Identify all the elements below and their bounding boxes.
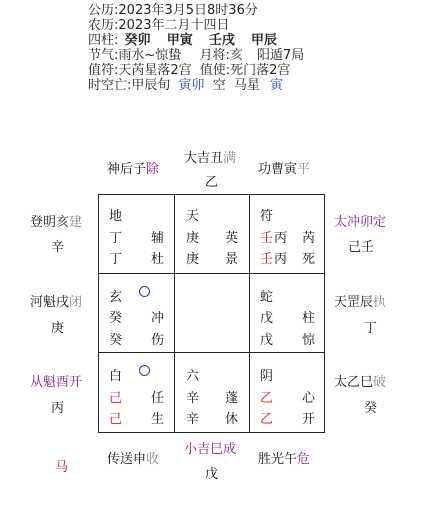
palace-top-left[interactable] (99, 195, 174, 273)
top-left-text: 神后子 (107, 162, 147, 177)
zhifu-line (88, 63, 290, 78)
palace-door: 开 (302, 412, 316, 427)
gongli-value: :2023年3月5日8时36分 (114, 3, 258, 18)
palace-star: 蓬 (225, 391, 239, 406)
left-bot-sub: 丙 (51, 401, 65, 416)
jieqi-value: 雨水~惊蛰 (118, 48, 182, 63)
palace-stem: 戊 (260, 311, 274, 326)
left-top-tag: 建 (69, 215, 83, 230)
palace-top-mid[interactable] (175, 195, 249, 273)
palace-stem: 戊 (260, 333, 274, 348)
bot-right-text: 胜光午 (258, 452, 298, 467)
palace-god: 蛇 (260, 290, 274, 305)
bot-left-label (107, 452, 159, 468)
right-mid-text: 天罡辰 (334, 295, 374, 310)
palace-stem: 庚 (186, 252, 200, 267)
top-left-tag: 除 (146, 162, 160, 177)
palace-stem-red: 壬 (260, 231, 274, 246)
right-mid-sub: 丁 (364, 321, 378, 336)
shikong-kong: 寅卯 (178, 78, 205, 93)
palace-door: 休 (225, 412, 239, 427)
palace-stem-red: 壬 (260, 252, 274, 267)
top-right-text: 功曹寅 (258, 162, 298, 177)
left-top-label (30, 215, 82, 231)
palace-stem-red: 己 (109, 391, 123, 406)
palace-door: 伤 (151, 333, 165, 348)
palace-god: 符 (260, 209, 274, 224)
palace-god: 地 (109, 209, 123, 224)
top-right-label (258, 162, 310, 178)
shikong-kong-label: 空 (212, 78, 226, 93)
yuejiang-label: 月将: (199, 48, 230, 63)
palace-stem: 丙 (274, 252, 288, 267)
gongli-line (88, 3, 258, 18)
palace-stem: 癸 (109, 333, 123, 348)
nongli-value: :2023年二月十四日 (114, 18, 230, 33)
palace-stem: 庚 (186, 231, 200, 246)
palace-center[interactable] (175, 274, 249, 352)
sizhu-label: 四柱: (88, 33, 119, 48)
palace-door: 生 (151, 412, 165, 427)
palace-mid-right[interactable] (250, 274, 324, 352)
palace-stem-red: 己 (109, 412, 123, 427)
palace-door: 惊 (302, 333, 316, 348)
palace-god: 白 (109, 369, 123, 384)
ma-label: 马 (55, 460, 69, 475)
palace-stem: 癸 (109, 311, 123, 326)
palace-stem: 丙 (274, 231, 288, 246)
shikong-ma-label: 马星 (233, 78, 260, 93)
shikong-xun: 甲辰旬 (131, 78, 171, 93)
right-bot-sub: 癸 (364, 401, 378, 416)
right-top-label: 太冲卯定 (334, 215, 387, 230)
palace-door: 死 (302, 252, 316, 267)
grid-line-right (324, 194, 325, 433)
palace-stem: 丁 (109, 231, 123, 246)
nongli-label: 农历 (88, 18, 115, 33)
palace-god: 天 (186, 209, 200, 224)
nongli-line (88, 18, 229, 33)
right-top-sub: 己壬 (348, 240, 375, 255)
dun-value: 阳遁7局 (256, 48, 305, 63)
palace-stem: 辛 (186, 412, 200, 427)
palace-god: 阴 (260, 369, 274, 384)
top-mid-sub: 乙 (205, 175, 219, 190)
hour-pillar: 甲辰 (251, 33, 278, 48)
bot-mid-label: 小吉巳成 (184, 442, 237, 457)
palace-stem-red: 乙 (260, 412, 274, 427)
top-mid-text: 大吉丑 (184, 151, 224, 166)
zhishi-value: 值使:死门落2宫 (199, 63, 291, 78)
bot-left-tag: 收 (146, 452, 160, 467)
palace-door: 杜 (151, 252, 165, 267)
year-pillar: 癸卯 (124, 33, 151, 48)
palace-bot-right[interactable] (250, 353, 324, 432)
right-mid-label (334, 295, 386, 311)
kongwang-circle-icon (139, 365, 150, 380)
bot-left-text: 传送申 (107, 452, 147, 467)
palace-god: 六 (186, 369, 200, 384)
palace-stem: 辛 (186, 391, 200, 406)
kongwang-circle-icon (139, 286, 150, 301)
left-mid-sub: 庚 (51, 321, 65, 336)
top-left-label (107, 162, 159, 178)
palace-star: 任 (151, 391, 165, 406)
grid-line-bottom (98, 432, 325, 433)
palace-door: 景 (225, 252, 239, 267)
palace-god: 玄 (109, 290, 123, 305)
top-mid-label (184, 151, 236, 167)
palace-bot-mid[interactable] (175, 353, 249, 432)
palace-bot-left[interactable] (99, 353, 174, 432)
month-pillar: 甲寅 (166, 33, 193, 48)
gongli-label: 公历 (88, 3, 115, 18)
bot-mid-sub: 戊 (205, 467, 219, 482)
left-mid-text: 河魁戌 (30, 295, 70, 310)
bot-right-label (258, 452, 310, 468)
palace-stem: 丁 (109, 252, 123, 267)
left-mid-tag: 闭 (69, 295, 83, 310)
palace-star: 冲 (151, 311, 165, 326)
palace-stem-red: 乙 (260, 391, 274, 406)
shikong-ma: 寅 (270, 78, 284, 93)
right-bot-text: 太乙巳 (334, 375, 374, 390)
bot-right-tag: 危 (297, 452, 311, 467)
top-mid-tag: 满 (223, 151, 237, 166)
left-top-sub: 辛 (51, 240, 65, 255)
jieqi-label: 节气: (88, 48, 119, 63)
left-mid-label (30, 295, 82, 311)
shikong-line (88, 78, 283, 93)
palace-star: 辅 (151, 231, 165, 246)
yuejiang-value: 亥 (229, 48, 243, 63)
left-bot-label: 从魁酉开 (30, 375, 83, 390)
day-pillar: 壬戌 (208, 33, 235, 48)
palace-top-right[interactable] (250, 195, 324, 273)
palace-mid-left[interactable] (99, 274, 174, 352)
right-bot-tag: 破 (373, 375, 387, 390)
palace-star: 心 (302, 391, 316, 406)
palace-star: 英 (225, 231, 239, 246)
left-top-text: 登明亥 (30, 215, 70, 230)
right-bot-label (334, 375, 386, 391)
palace-star: 芮 (302, 231, 316, 246)
top-right-tag: 平 (297, 162, 311, 177)
shikong-label: 时空亡: (88, 78, 132, 93)
jieqi-line (88, 48, 304, 63)
sizhu-line (88, 33, 277, 48)
right-mid-tag: 执 (373, 295, 387, 310)
zhifu-value: 值符:天芮星落2宫 (88, 63, 192, 78)
palace-star: 柱 (302, 311, 316, 326)
